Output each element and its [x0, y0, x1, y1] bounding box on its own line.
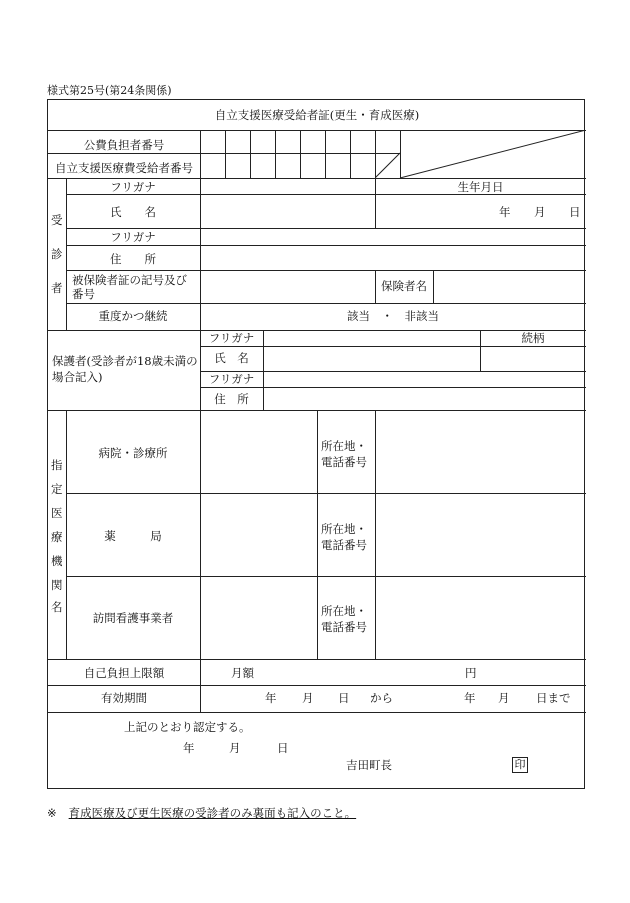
monthly-label: 月額 — [231, 666, 254, 680]
medical-section-label-1: 指 — [51, 458, 63, 472]
validity-kara: から — [370, 691, 393, 705]
certification-text: 上記のとおり認定する。 — [124, 720, 251, 734]
severe-continuous-label: 重度かつ継続 — [98, 309, 168, 323]
yen-label: 円 — [465, 666, 477, 680]
validity-to-year: 年 — [464, 691, 476, 705]
recipient-number-label: 自立支援医療費受給者番号 — [55, 161, 193, 175]
validity-from-day: 日 — [338, 691, 350, 705]
medical-section-label-6: 関 — [51, 578, 63, 592]
severe-options: 該当 ・ 非該当 — [347, 309, 439, 323]
guardian-name-label: 氏 名 — [214, 351, 249, 365]
cert-month: 月 — [229, 741, 241, 755]
cert-year: 年 — [183, 741, 195, 755]
footnote — [47, 805, 356, 821]
footnote-text: 育成医療及び更生医療の受診者のみ裏面も記入のこと。 — [68, 806, 357, 820]
guardian-label: 保護者(受診者が18歳未満の場合記入) — [52, 354, 198, 384]
hospital-label: 病院・診療所 — [98, 446, 168, 460]
birth-month: 月 — [534, 205, 546, 219]
medical-section-label-4: 療 — [51, 530, 63, 544]
medical-section-label-5: 機 — [51, 554, 63, 568]
validity-from-year: 年 — [265, 691, 277, 705]
form-number: 様式第25号(第24条関係) — [47, 84, 172, 97]
cert-day: 日 — [277, 741, 289, 755]
patient-name-label: 氏 名 — [110, 205, 156, 219]
patient-address-label: 住 所 — [110, 252, 156, 266]
nursing-location-label: 所在地・電話番号 — [321, 604, 367, 634]
relation-label: 続柄 — [521, 331, 545, 345]
issuer-name: 吉田町長 — [346, 758, 392, 772]
medical-section-label-3: 医 — [51, 506, 63, 520]
birth-year: 年 — [499, 205, 511, 219]
footnote-mark: ※ — [47, 806, 57, 820]
patient-section-label-1: 受 — [51, 213, 63, 227]
guardian-furigana-label: フリガナ — [208, 331, 255, 345]
insurance-card-label: 被保険者証の記号及び番号 — [72, 273, 187, 301]
limit-label: 自己負担上限額 — [83, 666, 165, 680]
validity-from-month: 月 — [302, 691, 314, 705]
patient-section-label-3: 者 — [51, 281, 63, 295]
public-payer-number-label: 公費負担者番号 — [83, 138, 165, 152]
patient-furigana2-label: フリガナ — [110, 230, 156, 244]
medical-section-label-2: 定 — [51, 482, 63, 496]
medical-section-label-7: 名 — [51, 600, 63, 614]
certificate-form — [47, 99, 585, 789]
seal-box: 印 — [512, 757, 528, 773]
insurer-name-label: 保険者名 — [381, 279, 427, 293]
validity-to-day: 日まで — [536, 691, 571, 705]
patient-furigana-label: フリガナ — [110, 180, 156, 194]
pharmacy-location-label: 所在地・電話番号 — [321, 522, 367, 552]
guardian-furigana2-label: フリガナ — [208, 372, 255, 386]
pharmacy-label: 薬 局 — [104, 529, 162, 543]
patient-section-label-2: 診 — [51, 247, 63, 261]
blank-diagonal-marks — [375, 130, 586, 178]
form-title: 自立支援医療受給者証(更生・育成医療) — [214, 108, 420, 122]
validity-label: 有効期間 — [101, 691, 147, 705]
validity-to-month: 月 — [498, 691, 510, 705]
birth-day: 日 — [569, 205, 581, 219]
nursing-label: 訪問看護事業者 — [92, 611, 174, 625]
hospital-location-label: 所在地・電話番号 — [321, 439, 367, 469]
guardian-address-label: 住 所 — [214, 392, 249, 406]
birthdate-label: 生年月日 — [457, 180, 504, 194]
